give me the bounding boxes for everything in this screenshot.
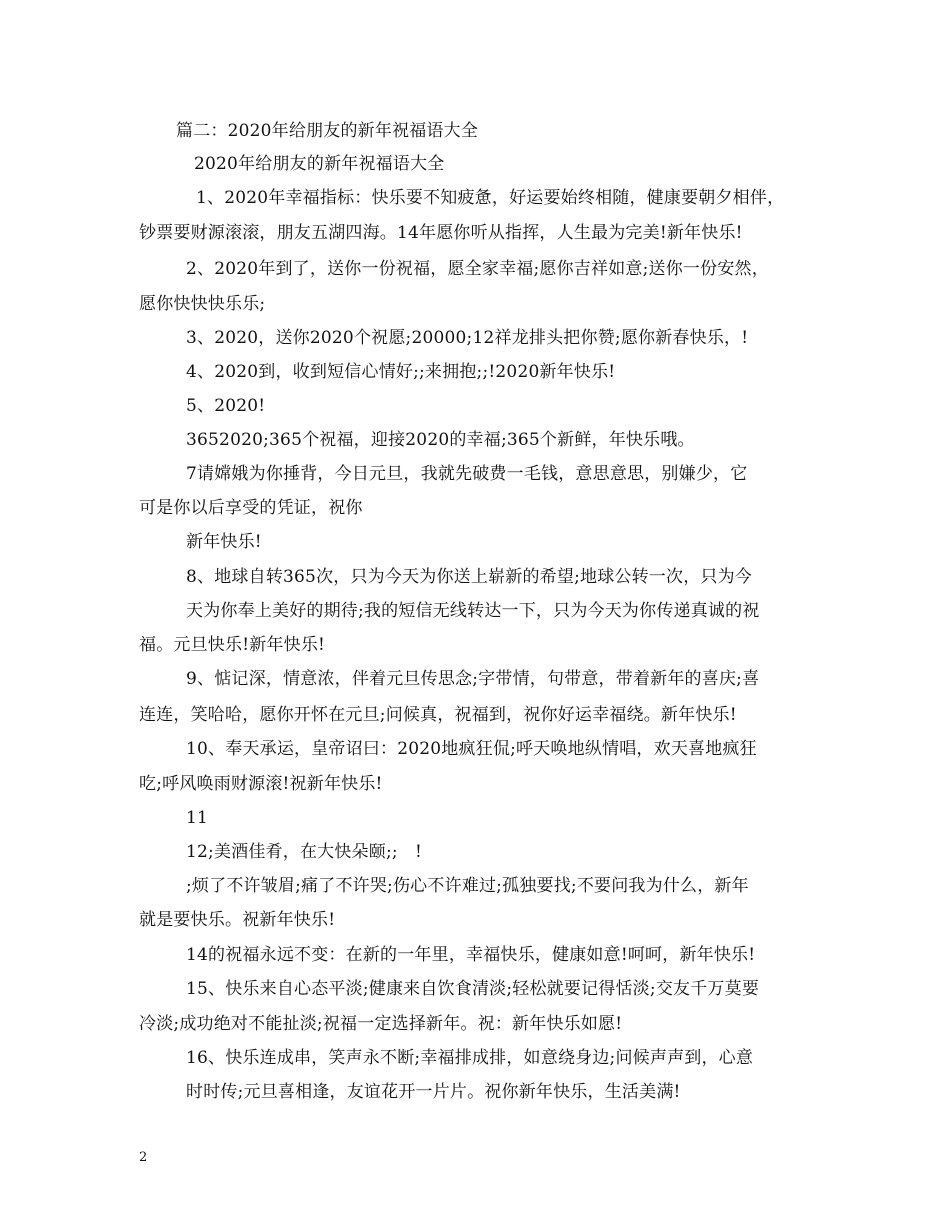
text-line: 愿你快快快乐乐; [139, 294, 266, 314]
text-line: 1、2020年幸福指标：快乐要不知疲惫，好运要始终相随，健康要朝夕相伴， [196, 188, 785, 208]
text-line: 9、惦记深，情意浓，伴着元旦传思念;字带情，句带意，带着新年的喜庆;喜 [186, 669, 760, 689]
text-line: 5、2020! [186, 396, 266, 416]
text-line: 4、2020到，收到短信心情好;;来拥抱;;!2020新年快乐! [186, 362, 616, 382]
text-line: 连连，笑哈哈，愿你开怀在元旦;问候真，祝福到，祝你好运幸福绕。新年快乐! [139, 705, 737, 725]
text-line: 15、快乐来自心态平淡;健康来自饮食清淡;轻松就要记得恬淡;交友千万莫要 [186, 979, 760, 999]
text-line: 7请嫦娥为你捶背，今日元旦，我就先破费一毛钱，意思意思，别嫌少，它 [186, 464, 748, 484]
text-line: 8、地球自转365次，只为今天为你送上崭新的希望;地球公转一次，只为今 [186, 567, 752, 587]
text-line: 福。元旦快乐!新年快乐! [139, 635, 326, 655]
text-line: 16、快乐连成串，笑声永不断;幸福排成排，如意绕身边;问候声声到，心意 [186, 1048, 754, 1068]
text-line: 10、奉天承运，皇帝诏曰：2020地疯狂侃;呼天唤地纵情唱，欢天喜地疯狂 [186, 739, 757, 759]
page-number: 2 [139, 1150, 148, 1165]
text-line: 12;美酒佳肴，在大快朵颐;; ! [186, 842, 423, 862]
text-line: 3、2020，送你2020个祝愿;20000;12祥龙排头把你赞;愿你新春快乐，! [186, 328, 749, 348]
text-line: 天为你奉上美好的期待;我的短信无线转达一下，只为今天为你传递真诚的祝 [186, 601, 760, 621]
text-line: 就是要快乐。祝新年快乐! [139, 910, 336, 930]
text-line: 冷淡;成功绝对不能扯淡;祝福一定选择新年。祝：新年快乐如愿! [139, 1014, 623, 1034]
article-title: 2020年给朋友的新年祝福语大全 [194, 154, 445, 174]
text-line: ;烦了不许皱眉;痛了不许哭;伤心不许难过;孤独要找;不要问我为什么，新年 [186, 876, 749, 896]
text-line: 可是你以后享受的凭证，祝你 [139, 498, 363, 518]
text-line: 3652020;365个祝福，迎接2020的幸福;365个新鲜，年快乐哦。 [186, 430, 695, 450]
section-title: 篇二：2020年给朋友的新年祝福语大全 [176, 121, 479, 141]
text-line: 新年快乐! [186, 532, 262, 552]
text-line: 2、2020年到了，送你一份祝福，愿全家幸福;愿你吉祥如意;送你一份安然， [186, 259, 769, 279]
text-line: 时时传;元旦喜相逢，友谊花开一片片。祝你新年快乐，生活美满! [186, 1082, 681, 1102]
text-line: 钞票要财源滚滚，朋友五湖四海。14年愿你听从指挥，人生最为完美!新年快乐! [139, 223, 743, 243]
text-line: 吃;呼风唤雨财源滚!祝新年快乐! [139, 774, 383, 794]
text-line: 11 [186, 808, 209, 828]
text-line: 14的祝福永远不变：在新的一年里，幸福快乐，健康如意!呵呵，新年快乐! [186, 945, 756, 965]
